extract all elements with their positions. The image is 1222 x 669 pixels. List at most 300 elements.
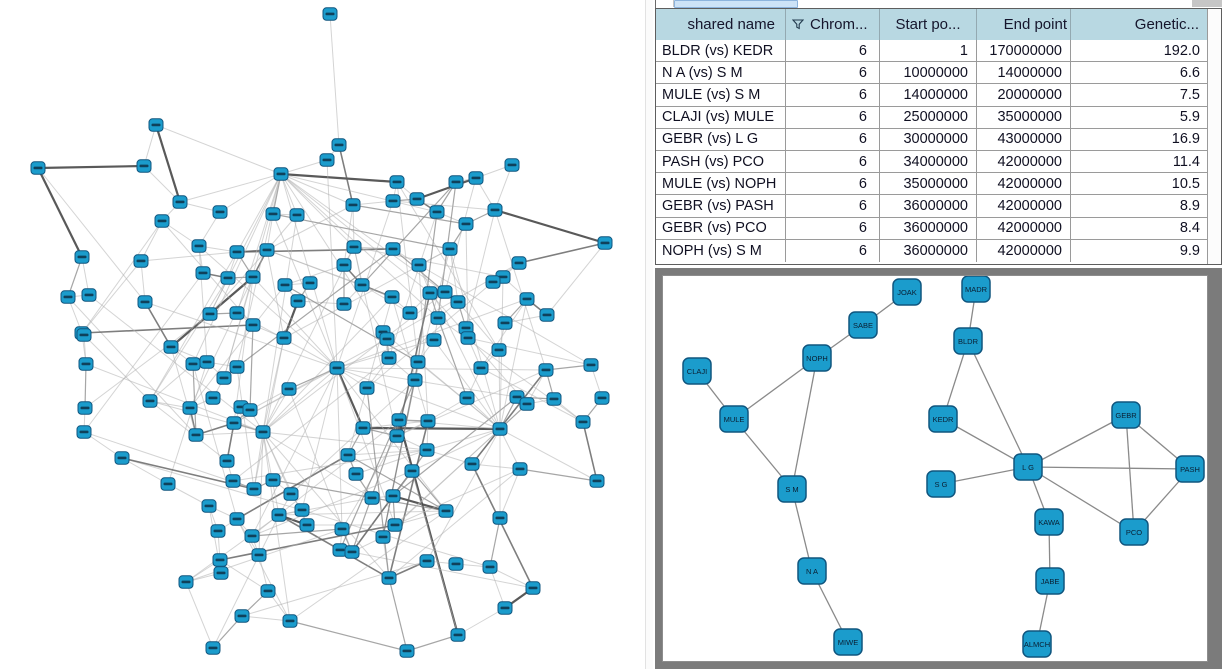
network-node-mule[interactable] [720, 406, 748, 432]
node-label-glyph [182, 581, 191, 584]
network-node[interactable] [420, 444, 434, 457]
network-node[interactable] [405, 465, 419, 478]
network-node[interactable] [382, 352, 396, 365]
cell-shared-name: CLAJI (vs) MULE [656, 107, 786, 128]
network-node[interactable] [431, 312, 445, 325]
node-label-glyph [340, 264, 349, 267]
network-node[interactable] [335, 523, 349, 536]
node-label-glyph [359, 427, 368, 430]
network-node[interactable] [246, 271, 260, 284]
network-node[interactable] [278, 279, 292, 292]
node-label-glyph [206, 313, 215, 316]
node-label-glyph [454, 634, 463, 637]
network-node[interactable] [539, 364, 553, 377]
network-node[interactable] [282, 383, 296, 396]
network-node[interactable] [143, 395, 157, 408]
node-label-glyph [223, 460, 232, 463]
network-node[interactable] [386, 195, 400, 208]
network-node[interactable] [356, 422, 370, 435]
scrollbar-thumb[interactable] [674, 0, 798, 8]
network-node[interactable] [420, 555, 434, 568]
node-label-glyph [186, 407, 195, 410]
node-label-glyph [264, 590, 273, 593]
node-label-glyph [269, 479, 278, 482]
network-node[interactable] [330, 362, 344, 375]
network-node[interactable] [465, 458, 479, 471]
network-node[interactable] [469, 172, 483, 185]
table-row[interactable] [656, 129, 1208, 151]
node-label-glyph [529, 587, 538, 590]
network-edge [84, 335, 150, 401]
network-node[interactable] [196, 267, 210, 280]
cell-shared-name: GEBR (vs) L G [656, 129, 786, 150]
cell-start: 36000000 [880, 195, 977, 216]
cell-genetic: 9.9 [1179, 242, 1200, 259]
network-node[interactable] [486, 276, 500, 289]
cell-end: 14000000 [977, 62, 1071, 83]
node-label-glyph [464, 337, 473, 340]
node-label-glyph [363, 387, 372, 390]
network-node[interactable] [235, 610, 249, 623]
network-node[interactable] [390, 176, 404, 189]
network-node[interactable] [365, 492, 379, 505]
network-node[interactable] [77, 426, 91, 439]
network-node-miwe[interactable] [834, 629, 862, 655]
table-row[interactable] [656, 107, 1208, 129]
column-header-start-position[interactable]: Start po... [880, 9, 977, 40]
column-header-end-point[interactable]: End point [977, 9, 1071, 40]
network-node-madr[interactable] [962, 276, 990, 302]
network-node[interactable] [493, 423, 507, 436]
node-label: JOAK [897, 288, 917, 297]
node-label-glyph [452, 563, 461, 566]
network-node[interactable] [349, 468, 363, 481]
network-node[interactable] [520, 398, 534, 411]
node-label-glyph [486, 566, 495, 569]
network-edge [82, 325, 253, 333]
network-edge [199, 246, 207, 362]
column-header-chromosome[interactable] [786, 9, 880, 40]
table-row[interactable] [656, 84, 1208, 106]
network-node[interactable] [227, 417, 241, 430]
network-node[interactable] [61, 291, 75, 304]
network-node-pco[interactable] [1120, 519, 1148, 545]
network-node[interactable] [540, 309, 554, 322]
network-node[interactable] [138, 296, 152, 309]
network-node[interactable] [382, 572, 396, 585]
network-node[interactable] [449, 176, 463, 189]
node-label: MULE [723, 415, 745, 424]
node-label-glyph [152, 124, 161, 127]
node-label-glyph [379, 536, 388, 539]
network-node[interactable] [266, 474, 280, 487]
node-label-glyph [220, 377, 229, 380]
node-label-glyph [82, 363, 91, 366]
network-node[interactable] [411, 356, 425, 369]
network-node[interactable] [360, 382, 374, 395]
network-node[interactable] [347, 241, 361, 254]
network-node[interactable] [598, 237, 612, 250]
network-node[interactable] [183, 402, 197, 415]
network-node[interactable] [252, 549, 266, 562]
node-label-glyph [199, 272, 208, 275]
network-node[interactable] [412, 259, 426, 272]
column-header-genetic[interactable]: Genetic... [1071, 9, 1208, 40]
node-label-glyph [141, 301, 150, 304]
table-row[interactable] [656, 62, 1208, 84]
network-node[interactable] [82, 289, 96, 302]
network-node[interactable] [149, 119, 163, 132]
funnel-icon[interactable] [792, 19, 804, 30]
network-node[interactable] [576, 416, 590, 429]
network-node[interactable] [423, 287, 437, 300]
network-node[interactable] [211, 525, 225, 538]
network-node-n-a[interactable] [798, 558, 826, 584]
network-node[interactable] [430, 206, 444, 219]
cell-chromosome: 6 [786, 173, 880, 194]
network-node[interactable] [31, 162, 45, 175]
cell-chromosome: 6 [786, 62, 880, 83]
network-node[interactable] [461, 332, 475, 345]
network-node[interactable] [291, 295, 305, 308]
cell-start: 14000000 [880, 84, 977, 105]
edge-attribute-table-panel [655, 0, 1222, 266]
cell-end: 170000000 [977, 40, 1071, 61]
network-node[interactable] [192, 240, 206, 253]
network-node[interactable] [284, 488, 298, 501]
node-label-glyph [229, 480, 238, 483]
network-node[interactable] [161, 478, 175, 491]
network-node[interactable] [189, 429, 203, 442]
node-label-glyph [303, 524, 312, 527]
node-label-glyph [424, 420, 433, 423]
network-node[interactable] [526, 582, 540, 595]
network-node[interactable] [449, 558, 463, 571]
node-label: CLAJI [686, 367, 708, 376]
node-label: MADR [964, 285, 988, 294]
network-node[interactable] [134, 255, 148, 267]
selected-subnetwork-panel[interactable] [655, 268, 1222, 669]
node-label-glyph [389, 495, 398, 498]
network-node-s-g[interactable] [927, 471, 955, 497]
node-label-glyph [368, 497, 377, 500]
node-label-glyph [293, 214, 302, 217]
network-node[interactable] [547, 393, 561, 406]
node-label-glyph [209, 647, 218, 650]
network-edge [38, 168, 82, 257]
network-node[interactable] [214, 567, 228, 580]
network-node[interactable] [290, 209, 304, 222]
network-node[interactable] [386, 490, 400, 503]
node-label-glyph [333, 367, 342, 370]
network-edge [353, 205, 466, 224]
network-node[interactable] [230, 361, 244, 374]
network-node[interactable] [186, 358, 200, 371]
node-label-glyph [385, 357, 394, 360]
network-node[interactable] [513, 463, 527, 476]
network-node[interactable] [392, 414, 406, 427]
column-header-shared-name[interactable]: shared name [656, 9, 786, 40]
table-row[interactable] [656, 40, 1208, 62]
node-label-glyph [176, 201, 185, 204]
node-label-glyph [205, 505, 214, 508]
network-node-l-g[interactable] [1014, 454, 1042, 480]
node-label-glyph [336, 549, 345, 552]
network-node[interactable] [483, 561, 497, 574]
node-label-glyph [349, 204, 358, 207]
network-edge [267, 250, 284, 338]
network-node[interactable] [408, 374, 422, 387]
node-label-glyph [78, 256, 87, 259]
network-node[interactable] [220, 455, 234, 468]
network-node[interactable] [247, 483, 261, 496]
network-node[interactable] [243, 404, 257, 417]
network-node[interactable] [400, 645, 414, 658]
network-node[interactable] [230, 513, 244, 526]
network-node[interactable] [451, 629, 465, 642]
network-node[interactable] [320, 154, 334, 167]
network-node[interactable] [443, 243, 457, 256]
network-edge [968, 341, 1028, 467]
node-label-glyph [587, 364, 596, 367]
network-edge [519, 243, 605, 263]
cell-start: 35000000 [880, 173, 977, 194]
network-node[interactable] [230, 246, 244, 258]
network-node[interactable] [260, 244, 274, 256]
network-node[interactable] [493, 512, 507, 525]
cell-genetic: 8.4 [1179, 220, 1200, 237]
node-label-glyph [508, 164, 517, 167]
node-label-glyph [601, 242, 610, 245]
table-row[interactable] [656, 195, 1208, 217]
network-node[interactable] [75, 251, 89, 263]
node-label-glyph [158, 220, 167, 223]
network-node[interactable] [386, 243, 400, 256]
node-label-glyph [140, 165, 149, 168]
network-node[interactable] [460, 392, 474, 405]
network-node[interactable] [341, 449, 355, 462]
node-label-glyph [85, 294, 94, 297]
network-node[interactable] [498, 602, 512, 615]
network-node-sabe[interactable] [849, 312, 877, 338]
network-node[interactable] [520, 293, 534, 306]
cell-end: 35000000 [977, 107, 1071, 128]
network-edge [156, 125, 281, 174]
node-label-glyph [280, 337, 289, 340]
network-node-pash[interactable] [1176, 456, 1204, 482]
node-layer [683, 276, 1204, 657]
network-node[interactable] [246, 319, 260, 332]
network-node[interactable] [390, 430, 404, 443]
network-node[interactable] [79, 358, 93, 371]
network-node[interactable] [78, 402, 92, 415]
cell-genetic: 11.4 [1172, 153, 1200, 170]
table-vertical-scrollbar[interactable] [1207, 9, 1221, 264]
edge-layer [38, 14, 605, 651]
network-node[interactable] [595, 392, 609, 405]
network-node[interactable] [388, 519, 402, 532]
node-label: GEBR [1115, 411, 1137, 420]
node-label-glyph [543, 314, 552, 317]
network-canvas-small[interactable] [655, 268, 1222, 669]
node-label-glyph [298, 509, 307, 512]
node-label-glyph [501, 607, 510, 610]
network-node[interactable] [355, 279, 369, 292]
node-label-glyph [462, 223, 471, 226]
node-label-glyph [285, 388, 294, 391]
node-label-glyph [81, 407, 90, 410]
network-node-claji[interactable] [683, 358, 711, 384]
network-node[interactable] [226, 475, 240, 488]
network-edge [468, 338, 591, 365]
network-node[interactable] [303, 277, 317, 290]
network-node[interactable] [200, 356, 214, 369]
node-label-glyph [423, 449, 432, 452]
node-label-glyph [496, 428, 505, 431]
network-node[interactable] [256, 426, 270, 439]
network-node-almch[interactable] [1023, 631, 1051, 657]
network-node[interactable] [206, 642, 220, 655]
cell-end: 42000000 [977, 195, 1071, 216]
node-label-glyph [216, 211, 225, 214]
node-label-glyph [34, 167, 43, 170]
network-node[interactable] [221, 272, 235, 285]
node-label-glyph [442, 510, 451, 513]
node-label-glyph [216, 559, 225, 562]
network-node-joak[interactable] [893, 279, 921, 305]
network-node[interactable] [206, 392, 220, 405]
node-label-glyph [167, 346, 176, 349]
network-node[interactable] [261, 585, 275, 598]
scrollbar-left-button[interactable] [657, 0, 674, 7]
node-label-glyph [408, 470, 417, 473]
network-node[interactable] [245, 530, 259, 543]
cell-chromosome: 6 [786, 151, 880, 172]
cell-genetic: 7.5 [1179, 86, 1200, 103]
table-row[interactable] [656, 151, 1208, 173]
network-node-kedr[interactable] [929, 406, 957, 432]
network-node[interactable] [410, 193, 424, 206]
network-node[interactable] [213, 554, 227, 567]
network-node[interactable] [164, 341, 178, 354]
network-node[interactable] [323, 8, 337, 20]
network-node[interactable] [277, 332, 291, 345]
cell-chromosome: 6 [786, 84, 880, 105]
network-node-noph[interactable] [803, 345, 831, 371]
network-node[interactable] [380, 333, 394, 346]
network-node[interactable] [512, 257, 526, 270]
network-edge [263, 297, 392, 432]
network-node[interactable] [115, 452, 129, 465]
table-row[interactable] [656, 173, 1208, 195]
network-node[interactable] [274, 168, 288, 181]
network-node[interactable] [451, 296, 465, 309]
network-node[interactable] [203, 308, 217, 321]
network-node-kawa[interactable] [1035, 509, 1063, 535]
network-node[interactable] [498, 317, 512, 330]
network-node[interactable] [295, 504, 309, 517]
cell-genetic: 16.9 [1171, 131, 1200, 148]
network-node[interactable] [230, 307, 244, 320]
network-node[interactable] [488, 204, 502, 217]
network-node[interactable] [217, 372, 231, 385]
network-node[interactable] [421, 415, 435, 428]
network-node[interactable] [492, 344, 506, 357]
network-node[interactable] [155, 215, 169, 228]
node-label-glyph [441, 291, 450, 294]
node-layer [31, 8, 612, 658]
network-node[interactable] [332, 139, 346, 152]
node-label: S M [785, 485, 799, 494]
node-label-glyph [550, 398, 559, 401]
network-node[interactable] [346, 199, 360, 212]
network-node[interactable] [283, 615, 297, 628]
cell-shared-name: MULE (vs) NOPH [656, 173, 786, 194]
network-node[interactable] [179, 576, 193, 589]
node-label-glyph [80, 334, 89, 337]
network-node[interactable] [272, 509, 286, 522]
node-label: L G [1022, 463, 1034, 472]
table-row[interactable] [656, 218, 1208, 240]
node-label-glyph [389, 248, 398, 251]
edge-table [655, 8, 1222, 265]
network-node-s-m[interactable] [778, 476, 806, 502]
network-node-jabe[interactable] [1036, 568, 1064, 594]
table-row[interactable] [656, 240, 1208, 262]
network-node[interactable] [300, 519, 314, 532]
network-node[interactable] [584, 359, 598, 372]
node-label-glyph [489, 281, 498, 284]
network-node[interactable] [202, 500, 216, 513]
network-node[interactable] [474, 362, 488, 375]
network-node[interactable] [345, 546, 359, 559]
network-node[interactable] [77, 329, 91, 342]
edge-layer [697, 289, 1190, 644]
node-label-glyph [385, 577, 394, 580]
network-edge [472, 464, 533, 588]
network-node[interactable] [439, 505, 453, 518]
node-label-glyph [203, 361, 212, 364]
node-label-glyph [118, 457, 127, 460]
network-node[interactable] [590, 475, 604, 488]
node-label-glyph [287, 493, 296, 496]
network-node[interactable] [337, 259, 351, 272]
network-node[interactable] [376, 531, 390, 544]
node-label-glyph [452, 181, 461, 184]
network-node[interactable] [213, 206, 227, 219]
network-node[interactable] [438, 286, 452, 299]
network-node[interactable] [505, 159, 519, 172]
network-edge [407, 635, 458, 651]
node-label-glyph [579, 421, 588, 424]
network-node[interactable] [337, 298, 351, 311]
network-node[interactable] [173, 196, 187, 209]
network-node[interactable] [385, 291, 399, 304]
network-node[interactable] [266, 208, 280, 221]
node-label-glyph [593, 480, 602, 483]
network-node[interactable] [137, 160, 151, 173]
node-label-glyph [426, 292, 435, 295]
scrollbar-corner [1192, 0, 1222, 7]
network-node-bldr[interactable] [954, 328, 982, 354]
network-node[interactable] [459, 218, 473, 231]
node-label-glyph [277, 173, 286, 176]
cell-genetic: 192.0 [1163, 42, 1200, 59]
network-node[interactable] [403, 307, 417, 320]
network-node-gebr[interactable] [1112, 402, 1140, 428]
node-label-glyph [403, 650, 412, 653]
network-node[interactable] [427, 334, 441, 347]
